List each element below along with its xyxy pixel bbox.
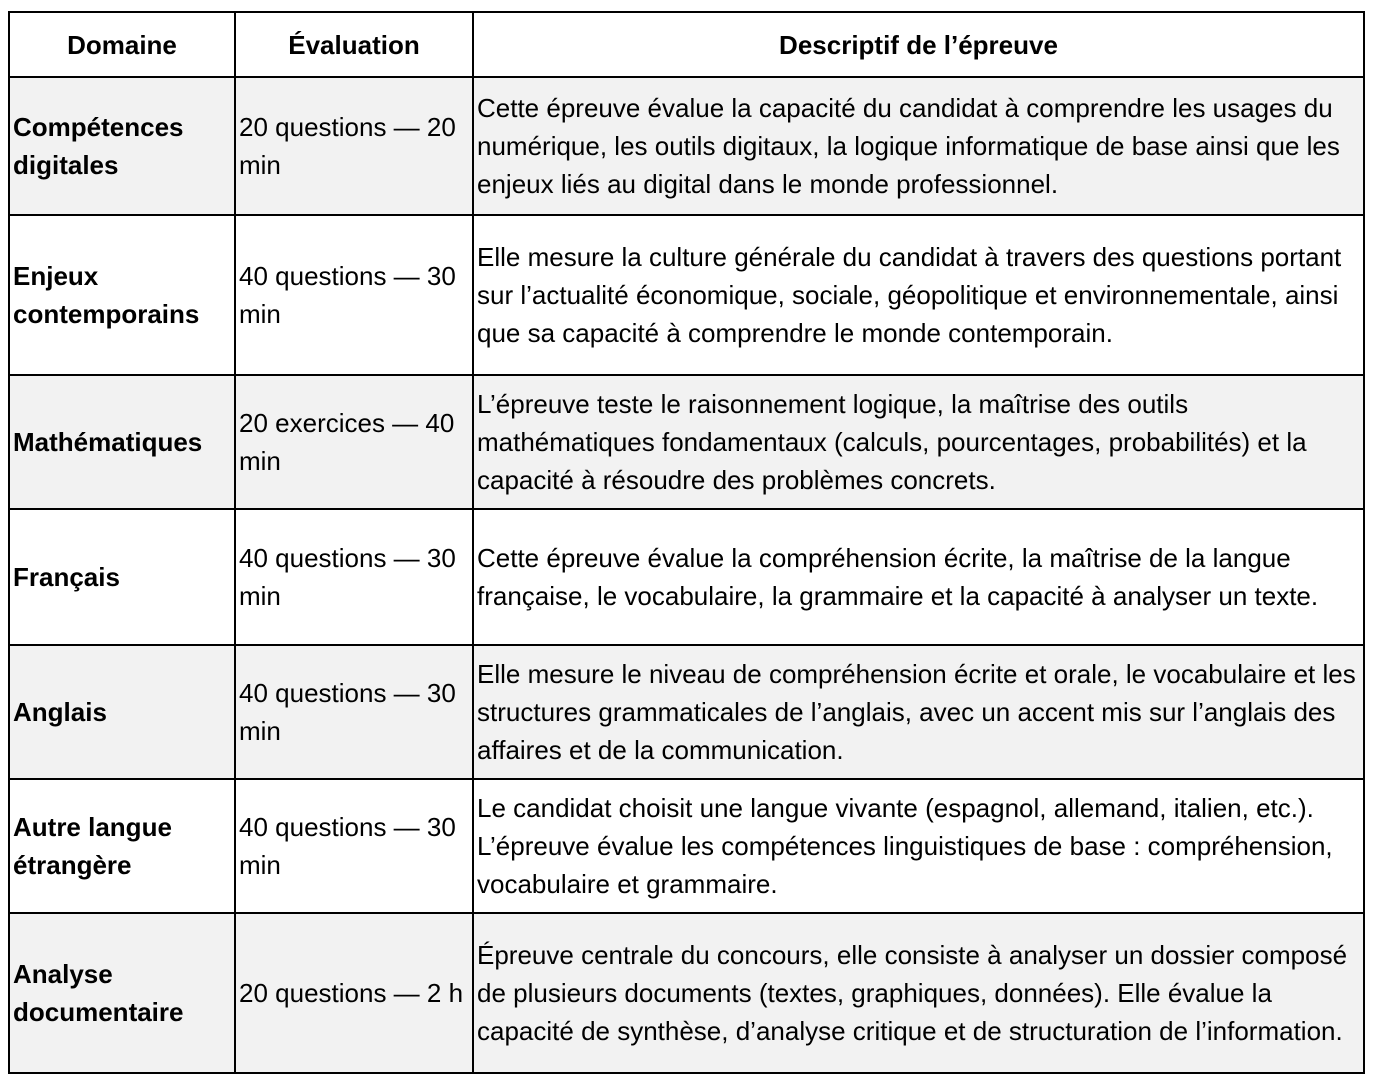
- domain-cell: Analyse documentaire: [9, 913, 235, 1073]
- header-evaluation: Évaluation: [235, 12, 473, 77]
- table-row: [9, 645, 1364, 779]
- domain-cell: Enjeux contemporains: [9, 215, 235, 375]
- evaluation-cell: 40 questions — 30 min: [235, 215, 473, 375]
- description-cell: Elle mesure la culture générale du candidat à travers des questions portant sur l’actualité économique, sociale, géopolitique et environnementale, ainsi que sa capacité à comprendre le monde contemporain.: [473, 215, 1364, 375]
- domain-cell: Français: [9, 509, 235, 645]
- table-row: [9, 77, 1364, 215]
- evaluation-cell: 40 questions — 30 min: [235, 779, 473, 913]
- domain-cell: Compétences digitales: [9, 77, 235, 215]
- evaluation-cell: 20 exercices — 40 min: [235, 375, 473, 509]
- evaluation-cell: 20 questions — 20 min: [235, 77, 473, 215]
- evaluation-cell: 40 questions — 30 min: [235, 509, 473, 645]
- description-cell: Le candidat choisit une langue vivante (espagnol, allemand, italien, etc.). L’épreuve évalue les compétences linguistiques de base : compréhension, vocabulaire et grammaire.: [473, 779, 1364, 913]
- description-cell: Cette épreuve évalue la compréhension écrite, la maîtrise de la langue française, le vocabulaire, la grammaire et la capacité à analyser un texte.: [473, 509, 1364, 645]
- table-row: [9, 215, 1364, 375]
- domain-cell: Anglais: [9, 645, 235, 779]
- evaluation-cell: 40 questions — 30 min: [235, 645, 473, 779]
- evaluation-cell: 20 questions — 2 h: [235, 913, 473, 1073]
- domain-cell: Autre langue étrangère: [9, 779, 235, 913]
- table-row: [9, 509, 1364, 645]
- header-domaine: Domaine: [9, 12, 235, 77]
- header-descriptif: Descriptif de l’épreuve: [473, 12, 1364, 77]
- table-row: [9, 913, 1364, 1073]
- description-cell: L’épreuve teste le raisonnement logique, la maîtrise des outils mathématiques fondamentaux (calculs, pourcentages, probabilités) et la capacité à résoudre des problèmes concrets.: [473, 375, 1364, 509]
- table-row: [9, 779, 1364, 913]
- exam-table-container: [8, 11, 1365, 1074]
- exam-table: [8, 11, 1365, 1074]
- description-cell: Elle mesure le niveau de compréhension écrite et orale, le vocabulaire et les structures grammaticales de l’anglais, avec un accent mis sur l’anglais des affaires et de la communication.: [473, 645, 1364, 779]
- description-cell: Cette épreuve évalue la capacité du candidat à comprendre les usages du numérique, les outils digitaux, la logique informatique de base ainsi que les enjeux liés au digital dans le monde professionnel.: [473, 77, 1364, 215]
- description-cell: Épreuve centrale du concours, elle consiste à analyser un dossier composé de plusieurs documents (textes, graphiques, données). Elle évalue la capacité de synthèse, d’analyse critique et de structuration de l’information.: [473, 913, 1364, 1073]
- table-row: [9, 375, 1364, 509]
- domain-cell: Mathématiques: [9, 375, 235, 509]
- table-header-row: [9, 12, 1364, 77]
